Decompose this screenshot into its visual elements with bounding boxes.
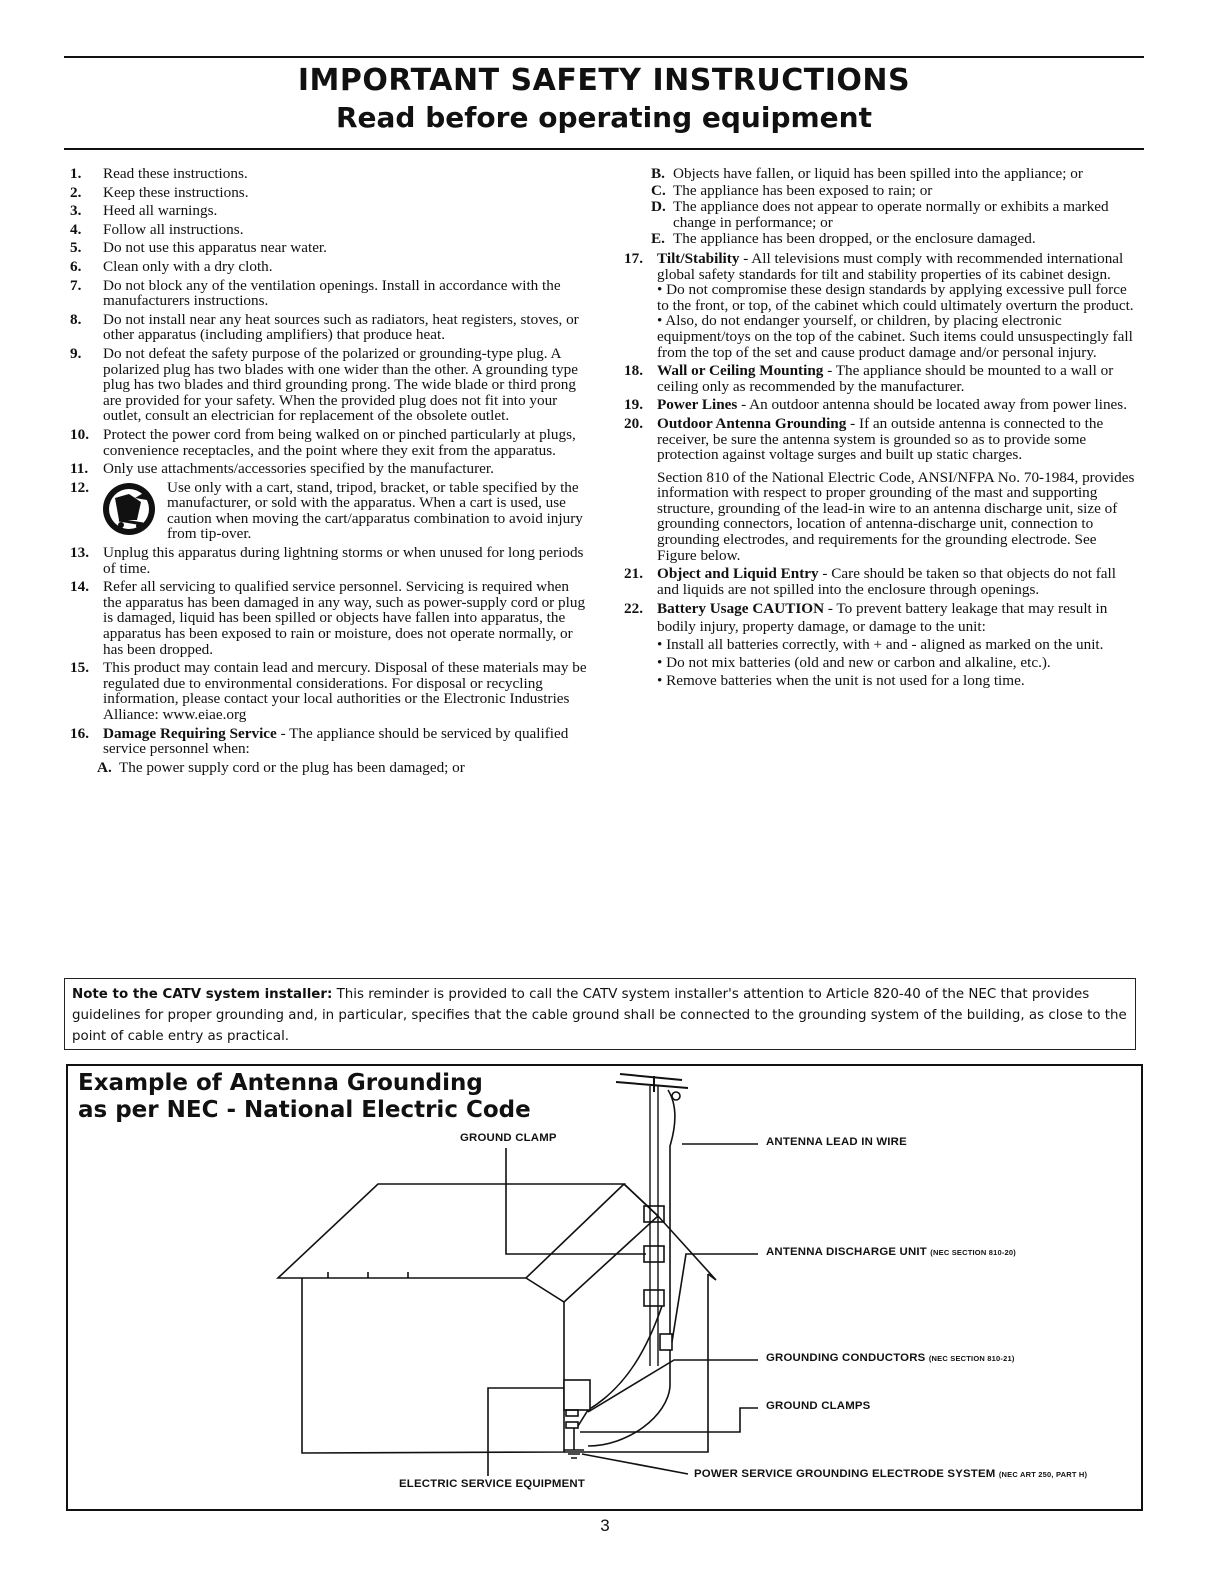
electric-service-leader bbox=[488, 1388, 564, 1476]
example-subtitle: as per NEC - National Electric Code bbox=[78, 1097, 531, 1123]
cart-tipover-warning-icon bbox=[99, 480, 159, 538]
paragraph-text: Section 810 of the National Electric Code, ANSI/NFPA No. 70-1984, provides information with respect to proper grounding of the mast and supporting structure, grounding of the lead-in wire to an antenna discharge unit, size of grounding connectors, location of antenna-discharge unit, connection to grounding electrodes, and requirements for the grounding electrode. See Figure below. bbox=[657, 468, 1135, 564]
list-item: 14. Refer all servicing to qualified service personnel. Servicing is required when the apparatus has been damaged in any way, such as power-supply cord or plug is damaged, liquid has been spilled or objects have fallen into apparatus, the apparatus has been exposed to rain or moisture, does not operate normally, or has been dropped. bbox=[70, 578, 586, 658]
roof-front bbox=[278, 1184, 624, 1278]
ground-clamps-label: GROUND CLAMPS bbox=[766, 1400, 871, 1412]
list-item: 3. Heed all warnings. bbox=[70, 202, 218, 220]
antenna-lead-label: ANTENNA LEAD IN WIRE bbox=[766, 1136, 907, 1148]
top-rule bbox=[64, 56, 1144, 58]
power-service-label: POWER SERVICE GROUNDING ELECTRODE SYSTEM (NEC ART 250, PART H) bbox=[694, 1468, 1088, 1480]
electric-service-box bbox=[564, 1380, 590, 1410]
sub-item: E. The appliance has been dropped, or the enclosure damaged. bbox=[651, 230, 1036, 248]
ground-clamp-label: GROUND CLAMP bbox=[460, 1132, 557, 1144]
list-item: 16. Damage Requiring Service - The appliance should be serviced by qualified service personnel when: bbox=[70, 724, 569, 758]
antenna-grounding-diagram bbox=[68, 1066, 1141, 1509]
list-item: 7. Do not block any of the ventilation openings. Install in accordance with the manufacturers instructions. bbox=[70, 276, 561, 310]
bullet-text: • Do not compromise these design standards by applying excessive pull force to the front, or top, of the cabinet which could ultimately overturn the product. bbox=[657, 281, 1134, 314]
list-item: 18. Wall or Ceiling Mounting - The appliance should be mounted to a wall or ceiling only as recommended by the manufacturer. bbox=[624, 362, 1114, 395]
bullet-text: • Remove batteries when the unit is not used for a long time. bbox=[657, 672, 1025, 690]
electric-service-label: ELECTRIC SERVICE EQUIPMENT bbox=[399, 1478, 585, 1490]
list-item: 4. Follow all instructions. bbox=[70, 220, 244, 238]
antenna-element bbox=[620, 1074, 682, 1080]
list-item: 6. Clean only with a dry cloth. bbox=[70, 257, 273, 275]
list-item: 15. This product may contain lead and mercury. Disposal of these materials may be regulated due to environmental considerations. For disposal or recycling information, please contact your local authorities or the Electronic Industries Alliance: www.eiae.org bbox=[70, 659, 587, 723]
sub-item: C. The appliance has been exposed to rain; or bbox=[651, 181, 933, 199]
page-title: IMPORTANT SAFETY INSTRUCTIONS bbox=[297, 63, 911, 98]
sub-item: B. Objects have fallen, or liquid has been spilled into the appliance; or bbox=[651, 165, 1083, 182]
page-number: 3 bbox=[600, 1516, 610, 1535]
grounding-conductors-label: GROUNDING CONDUCTORS (NEC SECTION 810-21) bbox=[766, 1352, 1015, 1364]
list-item: 9. Do not defeat the safety purpose of the polarized or grounding-type plug. A polarized plug has two blades with one wider than the other. A grounding type plug has two blades and third grounding prong. The wide blade or third prong are provided for your safety. When the provided plug does not fit into your outlet, consult an electrician for replacement of the obsolete outlet. bbox=[70, 344, 578, 425]
example-title: Example of Antenna Grounding bbox=[78, 1070, 483, 1096]
header-bottom-rule bbox=[64, 148, 1144, 150]
list-item: 19. Power Lines - An outdoor antenna should be located away from power lines. bbox=[624, 396, 1128, 414]
ground-clamps-leader bbox=[580, 1408, 758, 1432]
list-item: 5. Do not use this apparatus near water. bbox=[70, 239, 327, 257]
list-item: 10. Protect the power cord from being walked on or pinched particularly at plugs, convenience receptacles, and the point where they exit from the apparatus. bbox=[70, 425, 576, 459]
list-item: 22. Battery Usage CAUTION - To prevent battery leakage that may result in bodily injury, property damage, or damage to the unit: • Install all batteries correctly, with + and - aligned as marked on the unit. • Do not mix batteries (old and new or carbon and alkaline, etc.). • Remove batteries when the unit is not used for a long time. bbox=[624, 600, 1138, 690]
bullet-text: • Also, do not endanger yourself, or children, by placing electronic equipment/toys on the top of the cabinet. Such items could unsuspectingly fall from the top of the set and cause product damage and/or personal injury. bbox=[657, 312, 1133, 361]
list-item: 20. Outdoor Antenna Grounding - If an outside antenna is connected to the receiver, be sure the antenna system is grounded so as to provide some protection against voltage surges and built up static charges. Section 810 of the National Electric Code, ANSI/NFPA No. 70-1984, provides information with respect to proper grounding of the mast and supporting structure, grounding of the lead-in wire to an antenna discharge unit, size of grounding connectors, location of antenna-discharge unit, connection to grounding electrodes, and requirements for the grounding electrode. See Figure below. bbox=[624, 416, 1138, 563]
bullet-text: • Do not mix batteries (old and new or carbon and alkaline, etc.). bbox=[657, 654, 1051, 672]
house-front-wall bbox=[302, 1256, 564, 1453]
note-lead: Note to the CATV system installer: bbox=[72, 987, 333, 1002]
discharge-unit-label: ANTENNA DISCHARGE UNIT (NEC SECTION 810-20) bbox=[766, 1246, 1016, 1258]
power-service-leader bbox=[582, 1454, 688, 1474]
bullet-text: • Install all batteries correctly, with + and - aligned as marked on the unit. bbox=[657, 636, 1104, 654]
list-item: 21. Object and Liquid Entry - Care should be taken so that objects do not fall and liquids are not spilled into the enclosure through openings. bbox=[624, 565, 1116, 598]
list-item: 11. Only use attachments/accessories specified by the manufacturer. bbox=[70, 460, 494, 478]
right-column bbox=[624, 166, 1138, 693]
left-column bbox=[70, 166, 590, 776]
list-item: 1. Read these instructions. bbox=[70, 165, 248, 182]
catv-note-box bbox=[64, 978, 1136, 1050]
sub-item: D. The appliance does not appear to operate normally or exhibits a marked change in performance; or bbox=[651, 198, 1109, 231]
note-text: This reminder is provided to call the CATV system installer's attention to Article 820-40 of the NEC that provides guidelines for proper grounding and, in particular, specifies that the cable ground shall be connected to the grounding system of the building, as close to the point of cable entry as practical. bbox=[72, 987, 1127, 1044]
grounding-conductors-leader bbox=[588, 1360, 758, 1412]
list-item: 2. Keep these instructions. bbox=[70, 183, 249, 201]
sub-item: A. The power supply cord or the plug has been damaged; or bbox=[97, 758, 465, 776]
list-item-cart-warning: 12. Use only with a cart, stand, tripod, bracket, or table specified by the manufacturer, or sold with the apparatus. When a cart is used, use caution when moving the cart/apparatus combination to avoid injury from tip-over. bbox=[70, 478, 583, 543]
page-subtitle: Read before operating equipment bbox=[335, 101, 872, 134]
list-item: 17. Tilt/Stability - All televisions must comply with recommended international global safety standards for tilt and stability properties of its cabinet design. • Do not compromise these design standards by applying excessive pull force to the front, or top, of the cabinet which could ultimately overturn the product. • Also, do not endanger yourself, or children, by placing electronic equipment/toys on the top of the cabinet. Such items could unsuspectingly fall from the top of the set and cause product damage and/or personal injury. bbox=[624, 251, 1138, 360]
list-item: 8. Do not install near any heat sources such as radiators, heat registers, stoves, or other apparatus (including amplifiers) that produce heat. bbox=[70, 310, 579, 344]
antenna-grounding-example bbox=[66, 1064, 1143, 1511]
discharge-unit-leader bbox=[672, 1254, 758, 1342]
list-item: 13. Unplug this apparatus during lightning storms or when unused for long periods of time. bbox=[70, 544, 584, 577]
discharge-unit bbox=[660, 1334, 672, 1350]
